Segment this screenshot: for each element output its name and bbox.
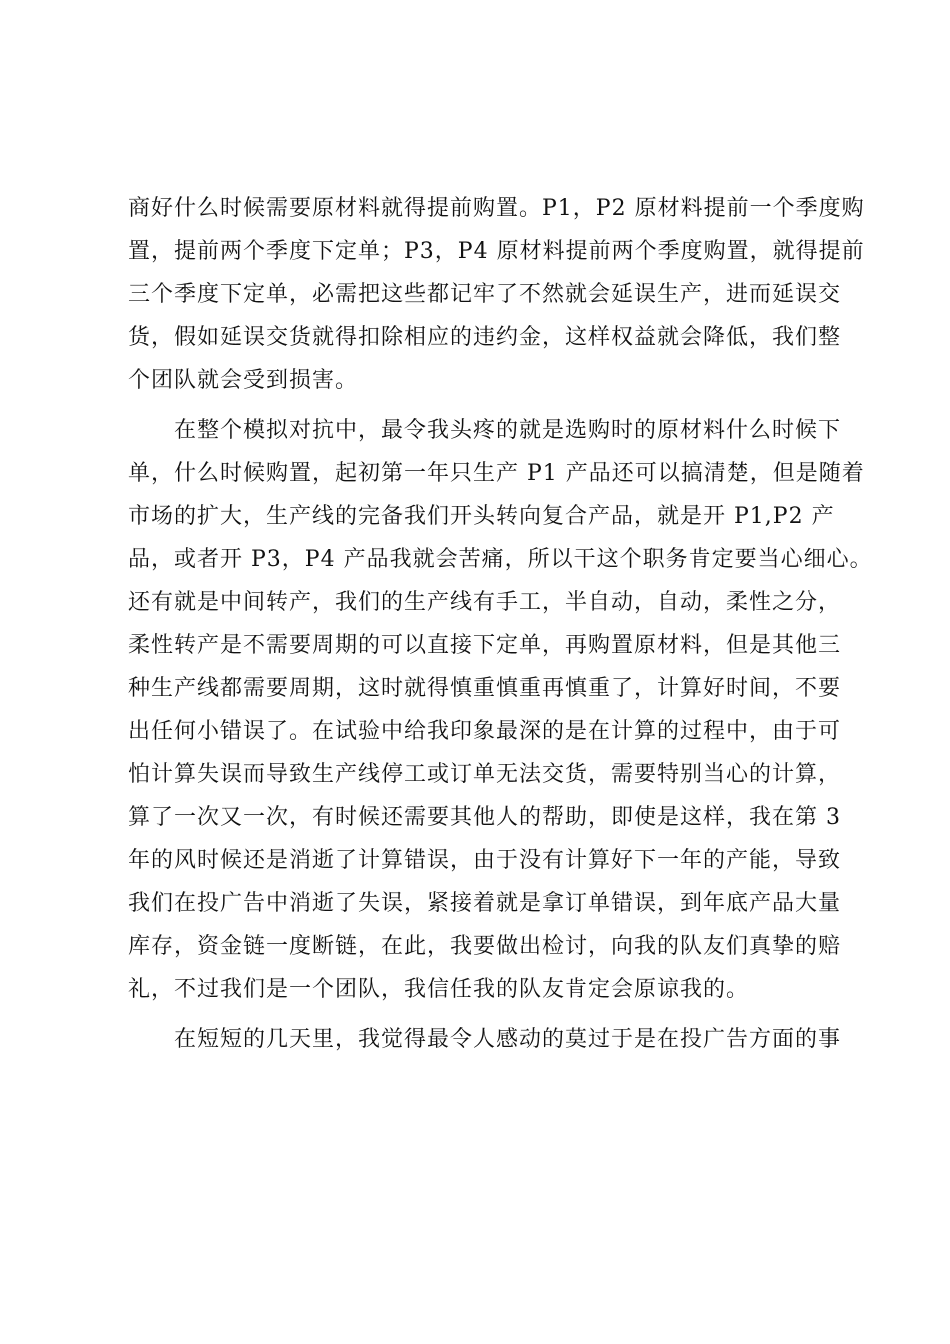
document-body — [128, 187, 873, 1061]
paragraph-gap — [128, 1011, 833, 1018]
text-line: 算了一次又一次，有时候还需要其他人的帮助，即使是这样，我在第 3 — [128, 805, 841, 830]
text-line: 出任何小错误了。在试验中给我印象最深的是在计算的过程中，由于可 — [128, 719, 842, 744]
text-line: 置，提前两个季度下定单；P3，P4 原材料提前两个季度购置，就得提前 — [128, 239, 865, 264]
text-line: 我们在投广告中消逝了失误，紧接着就是拿订单错误，到年底产品大量 — [128, 891, 842, 916]
text-line: 货，假如延误交货就得扣除相应的违约金，这样权益就会降低，我们整 — [128, 325, 842, 350]
text-line: 在短短的几天里，我觉得最令人感动的莫过于是在投广告方面的事 — [128, 1027, 842, 1052]
text-line: 柔性转产是不需要周期的可以直接下定单，再购置原材料，但是其他三 — [128, 633, 842, 658]
text-line: 市场的扩大，生产线的完备我们开头转向复合产品，就是开 P1,P2 产 — [128, 504, 835, 529]
text-line: 个团队就会受到损害。 — [128, 368, 359, 393]
text-line: 怕计算失误而导致生产线停工或订单无法交货，需要特别当心的计算， — [128, 762, 842, 787]
text-line: 种生产线都需要周期，这时就得慎重慎重再慎重了，计算好时间，不要 — [128, 676, 842, 701]
text-line: 礼，不过我们是一个团队，我信任我的队友肯定会原谅我的。 — [128, 977, 750, 1002]
text-line: 在整个模拟对抗中，最令我头疼的就是选购时的原材料什么时候下 — [128, 418, 842, 443]
paragraph-2 — [128, 409, 873, 1011]
paragraph-1 — [128, 187, 865, 402]
paragraph-3 — [128, 1018, 842, 1061]
text-line: 三个季度下定单，必需把这些都记牢了不然就会延误生产，进而延误交 — [128, 282, 842, 307]
paragraph-gap — [128, 402, 833, 409]
text-line: 库存，资金链一度断链，在此，我要做出检讨，向我的队友们真挚的赔 — [128, 934, 842, 959]
text-line: 单，什么时候购置，起初第一年只生产 P1 产品还可以搞清楚，但是随着 — [128, 461, 865, 486]
text-line: 还有就是中间转产，我们的生产线有手工，半自动，自动，柔性之分， — [128, 590, 842, 615]
text-line: 品，或者开 P3，P4 产品我就会苦痛，所以干这个职务肯定要当心细心。 — [128, 547, 873, 572]
text-line: 年的风时候还是消逝了计算错误，由于没有计算好下一年的产能，导致 — [128, 848, 842, 873]
text-line: 商好什么时候需要原材料就得提前购置。P1，P2 原材料提前一个季度购 — [128, 196, 865, 221]
